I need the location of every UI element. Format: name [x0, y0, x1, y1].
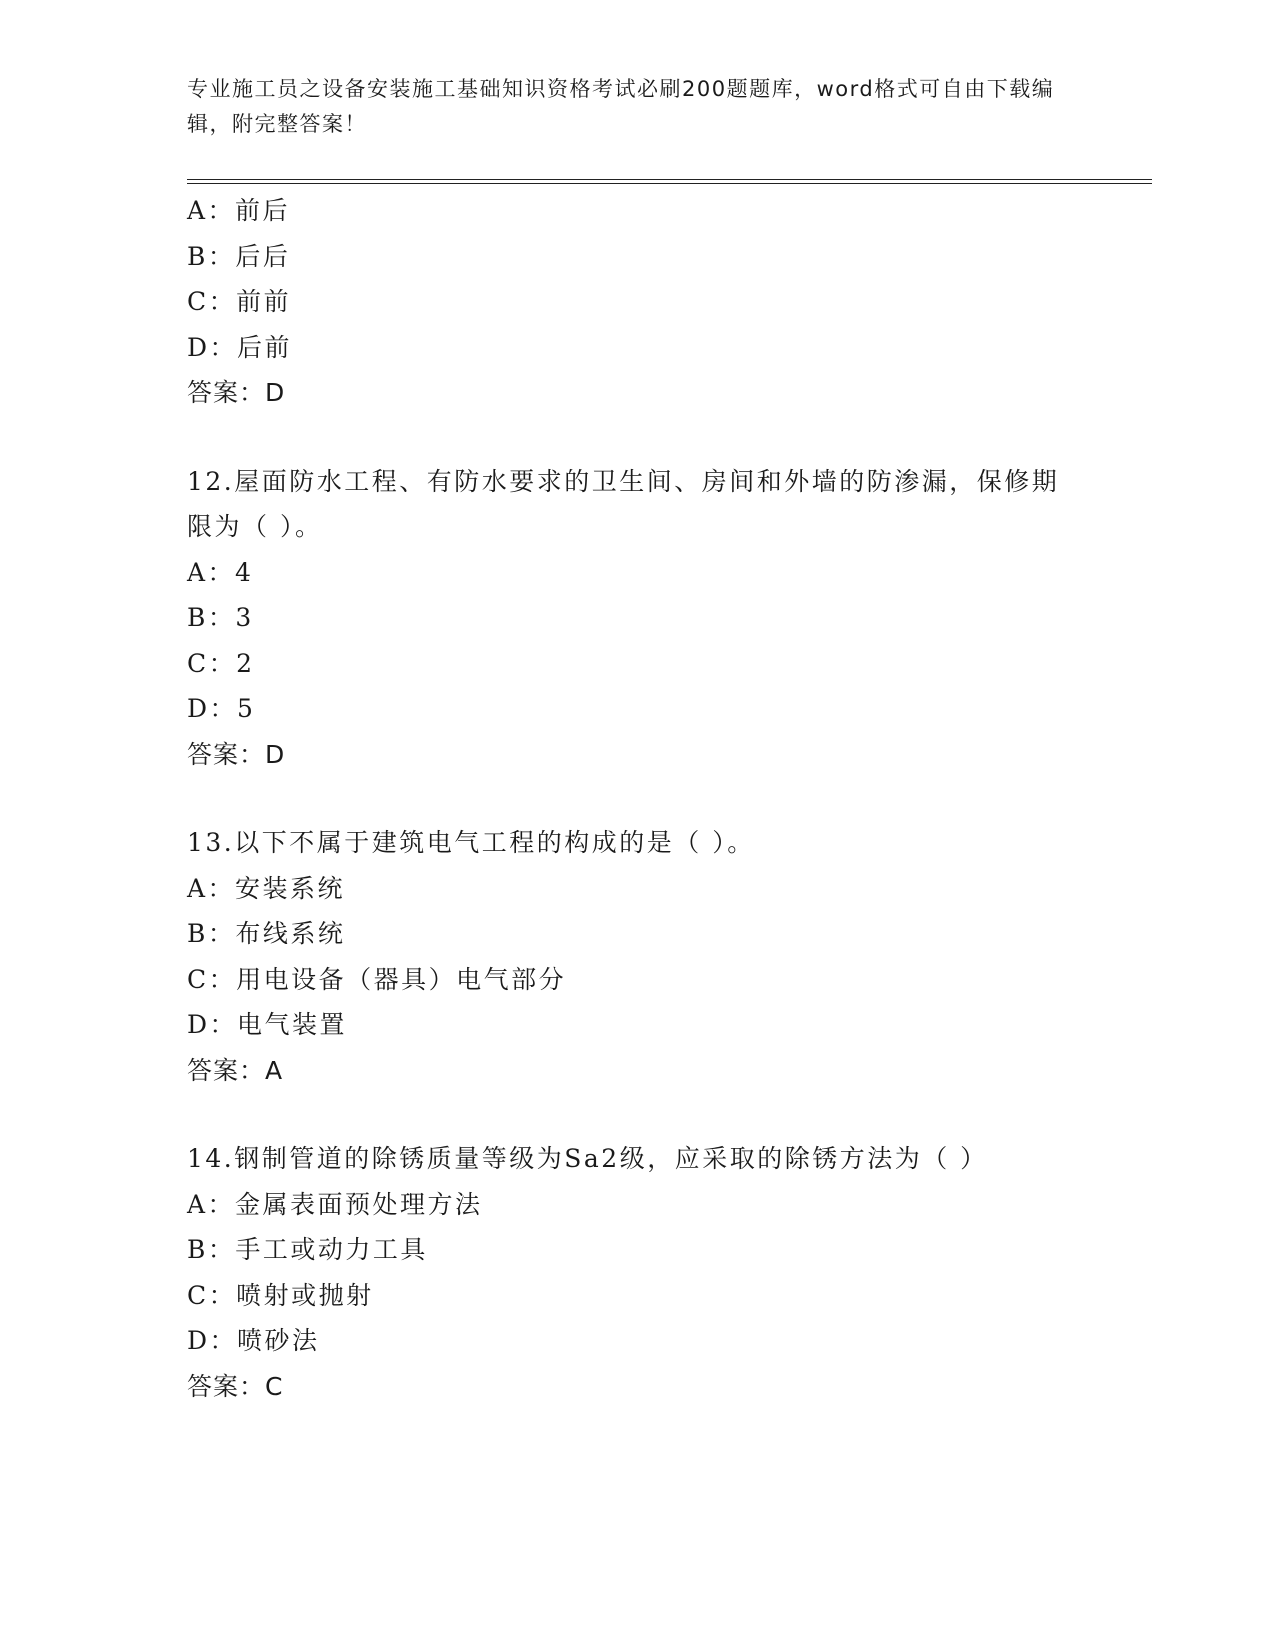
option-a: A：4 — [187, 557, 254, 587]
option-b: B：后后 — [187, 241, 291, 271]
document-title: 专业施工员之设备安装施工基础知识资格考试必刷200题题库，word格式可自由下载编辑，附完整答案！ — [187, 77, 1055, 136]
option-d: D：5 — [187, 694, 256, 723]
option-c: C：前前 — [187, 287, 292, 316]
question-list — [187, 188, 1087, 1409]
question-13 — [187, 820, 1087, 1093]
answer-line: 答案：D — [187, 378, 286, 407]
question-text: 12.屋面防水工程、有防水要求的卫生间、房间和外墙的防渗漏，保修期限为（ ）。 — [187, 466, 1060, 541]
answer-line: 答案：D — [187, 739, 286, 769]
question-text: 13.以下不属于建筑电气工程的构成的是（ ）。 — [187, 828, 755, 857]
option-c: C：喷射或抛射 — [187, 1280, 374, 1310]
answer-line: 答案：C — [187, 1371, 284, 1401]
option-d: D：喷砂法 — [187, 1326, 320, 1355]
question-12 — [187, 459, 1087, 778]
option-c: C：2 — [187, 648, 255, 678]
answer-line: 答案：A — [187, 1055, 284, 1085]
question-text: 14.钢制管道的除锈质量等级为Sa2级，应采取的除锈方法为（ ） — [187, 1144, 988, 1173]
option-c: C：用电设备（器具）电气部分 — [187, 964, 567, 994]
option-a: A：安装系统 — [187, 873, 346, 903]
question-continued — [187, 188, 1087, 416]
option-a: A：金属表面预处理方法 — [187, 1189, 483, 1219]
option-b: B：手工或动力工具 — [187, 1235, 428, 1264]
question-14 — [187, 1136, 1087, 1409]
option-b: B：布线系统 — [187, 919, 346, 948]
option-d: D：电气装置 — [187, 1010, 348, 1039]
option-d: D：后前 — [187, 332, 293, 362]
header-divider-bottom — [187, 183, 1152, 184]
option-b: B：3 — [187, 603, 254, 632]
header-divider-top — [187, 179, 1152, 180]
option-a: A：前后 — [187, 196, 291, 225]
